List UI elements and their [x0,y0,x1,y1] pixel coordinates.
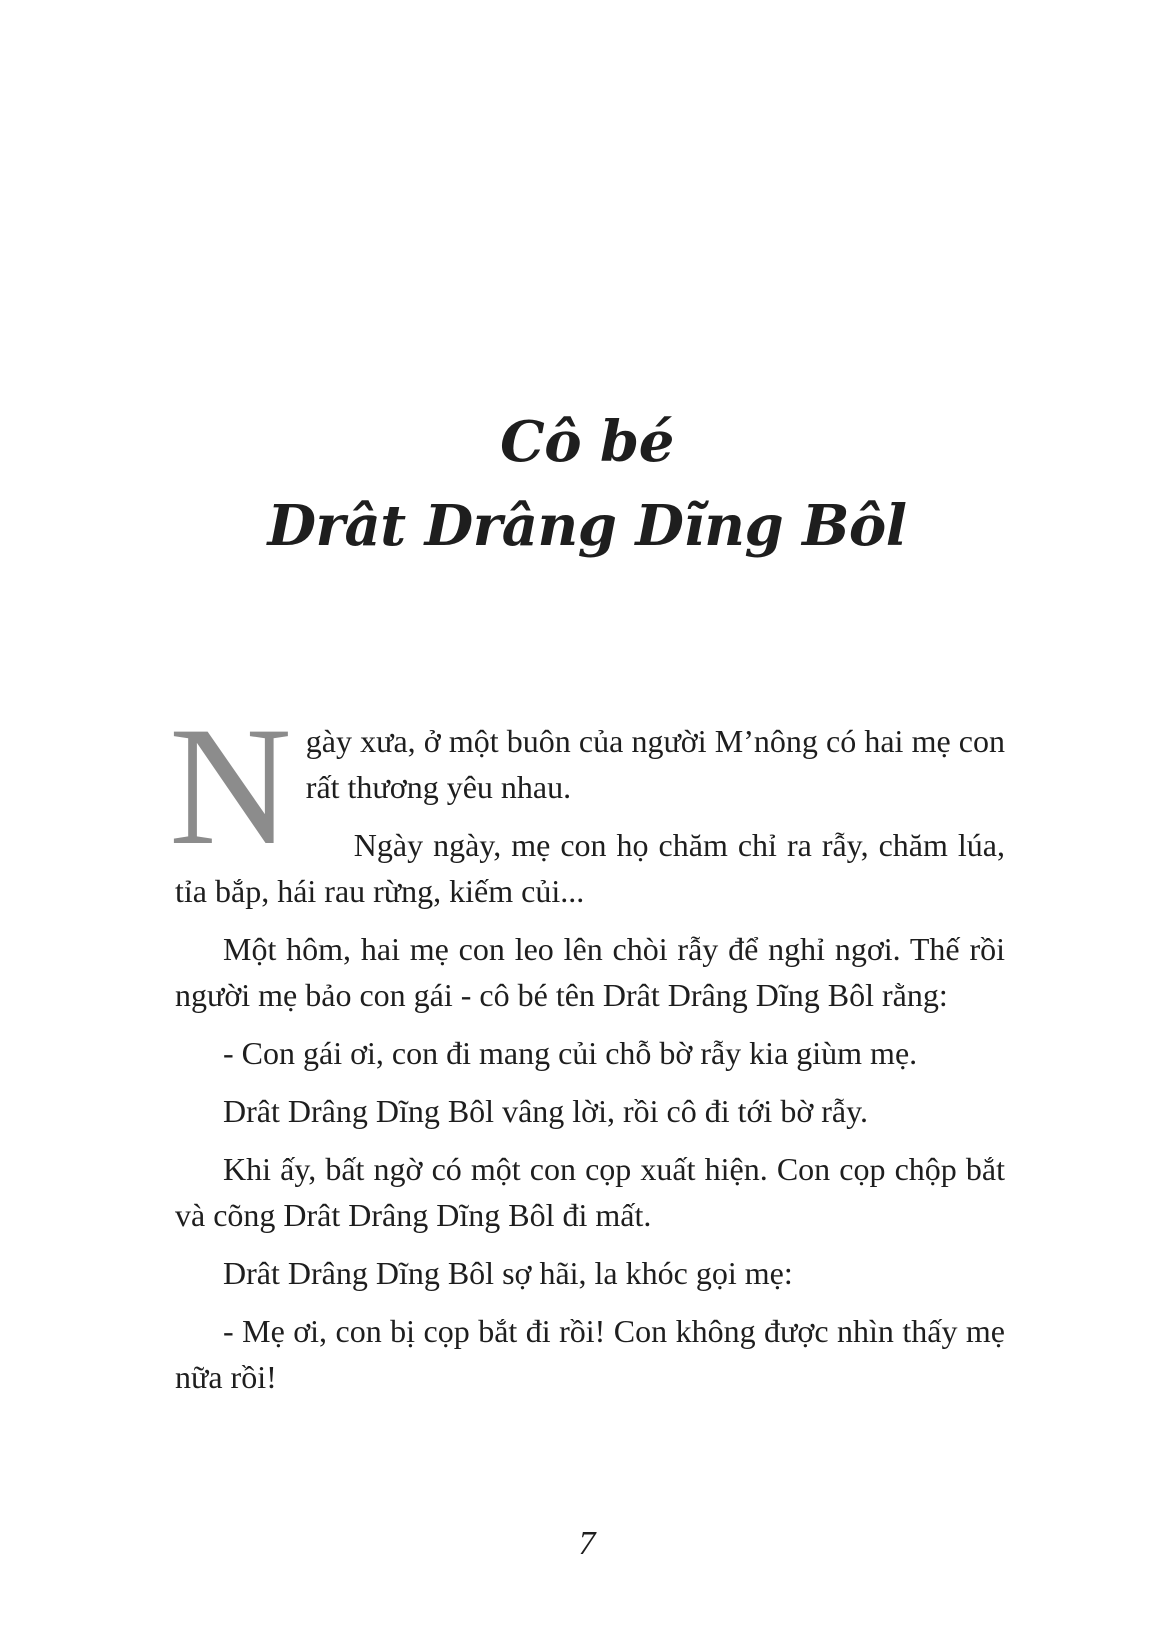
drop-cap: N [169,692,292,880]
paragraph-7: Drât Drâng Dĩng Bôl sợ hãi, la khóc gọi mẹ: [223,1255,793,1291]
story-title [0,400,1174,568]
title-line-1: Cô bé [500,409,674,475]
paragraph-6: Khi ấy, bất ngờ có một con cọp xuất hiện. Con cọp chộp bắt và cõng Drât Drâng Dĩng Bôl đi mất. [175,1151,1005,1233]
paragraph-2: Ngày ngày, mẹ con họ chăm chỉ ra rẫy, chăm lúa, tỉa bắp, hái rau rừng, kiếm củi... [175,827,1005,909]
title-line-2: Drât Drâng Dĩng Bôl [267,493,907,559]
story-body [169,692,1005,1412]
paragraph-3: Một hôm, hai mẹ con leo lên chòi rẫy để nghỉ ngơi. Thế rồi người mẹ bảo con gái - cô bé tên Drât Drâng Dĩng Bôl rằng: [175,931,1005,1013]
paragraph-8: - Mẹ ơi, con bị cọp bắt đi rồi! Con không được nhìn thấy mẹ nữa rồi! [175,1313,1005,1395]
paragraph-1-text: gày xưa, ở một buôn của người M’nông có hai mẹ con rất thương yêu nhau. [305,723,1005,805]
paragraph-4: - Con gái ơi, con đi mang củi chỗ bờ rẫy kia giùm mẹ. [223,1035,918,1071]
paragraph-5: Drât Drâng Dĩng Bôl vâng lời, rồi cô đi tới bờ rẫy. [223,1093,869,1129]
page-number: 7 [578,1525,596,1562]
